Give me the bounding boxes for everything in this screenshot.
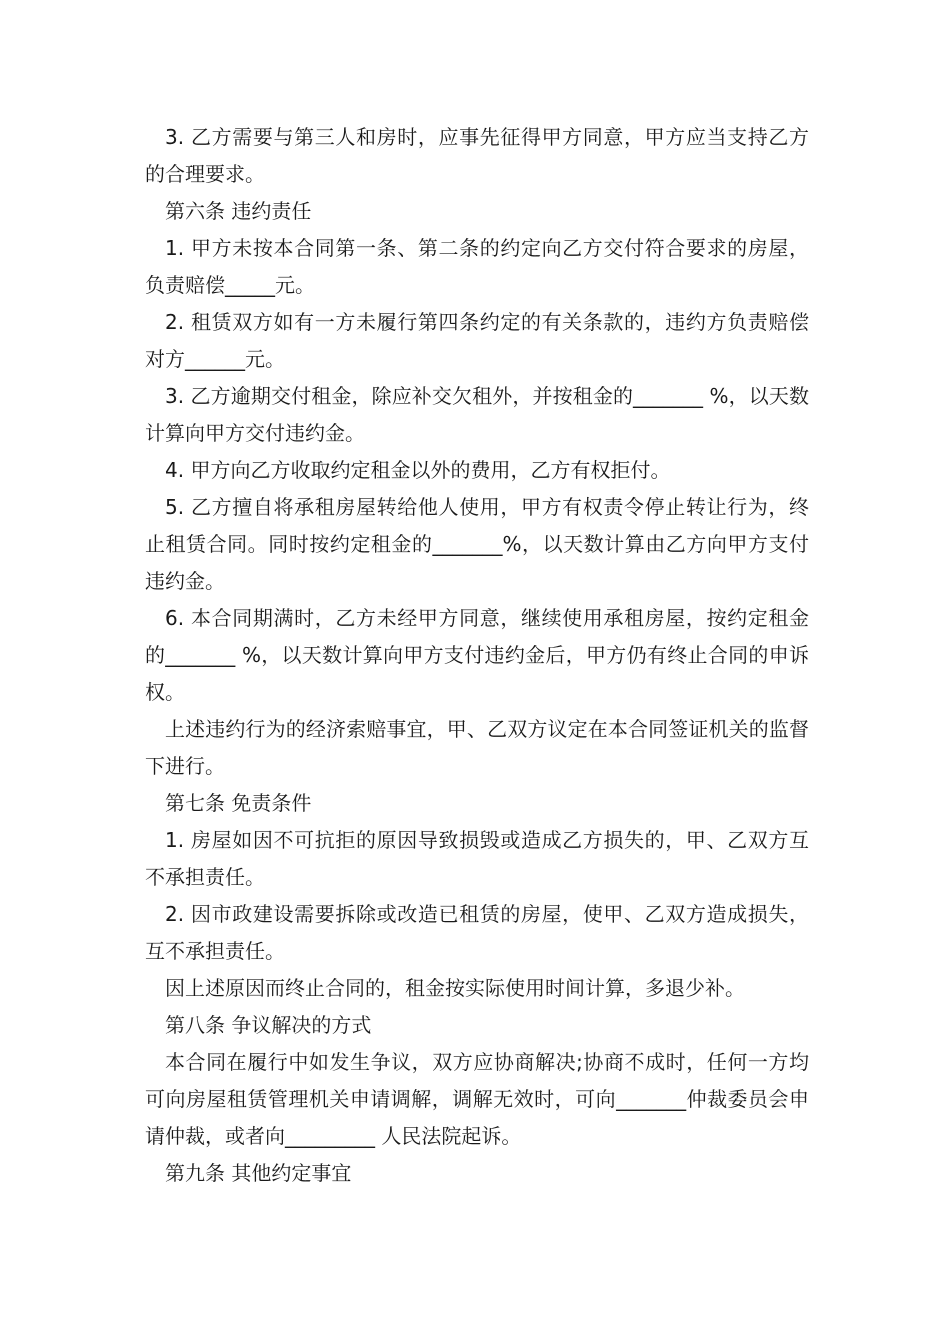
clause-paragraph: 2. 租赁双方如有一方未履行第四条约定的有关条款的，违约方负责赔偿对方______元。 xyxy=(145,310,809,371)
article-heading: 第七条 免责条件 xyxy=(165,791,312,815)
article-heading: 第六条 违约责任 xyxy=(165,199,312,223)
clause-paragraph: 上述违约行为的经济索赔事宜，甲、乙双方议定在本合同签证机关的监督下进行。 xyxy=(145,717,809,778)
clause-paragraph: 2. 因市政建设需要拆除或改造已租赁的房屋，使甲、乙双方造成损失，互不承担责任。 xyxy=(145,902,809,963)
clause-paragraph: 本合同在履行中如发生争议，双方应协商解决;协商不成时，任何一方均可向房屋租赁管理机关申请调解，调解无效时，可向_______仲裁委员会申请仲裁，或者向_________ 人民法院起诉。 xyxy=(145,1050,809,1148)
clause-paragraph: 1. 甲方未按本合同第一条、第二条的约定向乙方交付符合要求的房屋，负责赔偿_____元。 xyxy=(145,236,809,297)
clause-paragraph: 3. 乙方需要与第三人和房时，应事先征得甲方同意，甲方应当支持乙方的合理要求。 xyxy=(145,125,809,186)
clause-paragraph: 1. 房屋如因不可抗拒的原因导致损毁或造成乙方损失的，甲、乙双方互不承担责任。 xyxy=(145,828,809,889)
article-heading: 第九条 其他约定事宜 xyxy=(165,1161,352,1185)
article-heading: 第八条 争议解决的方式 xyxy=(165,1013,372,1037)
clause-paragraph: 4. 甲方向乙方收取约定租金以外的费用，乙方有权拒付。 xyxy=(165,458,671,482)
document-body xyxy=(145,119,809,1192)
clause-paragraph: 6. 本合同期满时，乙方未经甲方同意，继续使用承租房屋，按约定租金的_______ %，以天数计算向甲方支付违约金后，甲方仍有终止合同的申诉权。 xyxy=(145,606,809,704)
clause-paragraph: 因上述原因而终止合同的，租金按实际使用时间计算，多退少补。 xyxy=(165,976,745,1000)
clause-paragraph: 3. 乙方逾期交付租金，除应补交欠租外，并按租金的_______ %，以天数计算向甲方交付违约金。 xyxy=(145,384,809,445)
clause-paragraph: 5. 乙方擅自将承租房屋转给他人使用，甲方有权责令停止转让行为，终止租赁合同。同时按约定租金的_______%，以天数计算由乙方向甲方支付违约金。 xyxy=(145,495,809,593)
